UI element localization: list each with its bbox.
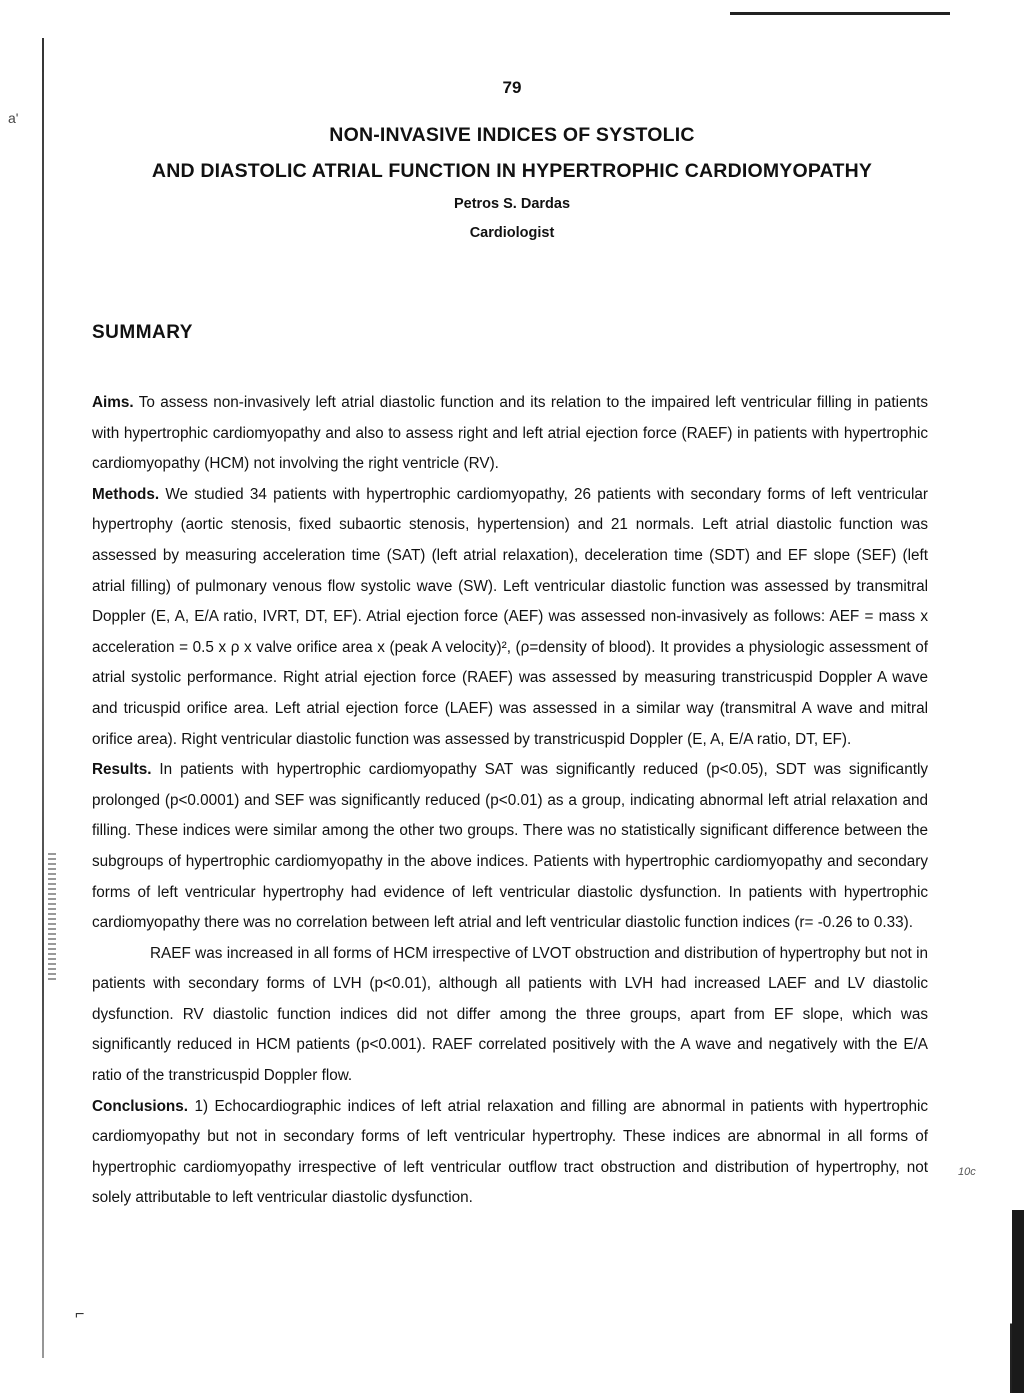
aims-label: Aims. bbox=[92, 394, 134, 411]
margin-tick: ⌐ bbox=[75, 1306, 85, 1323]
page-number: 79 bbox=[502, 78, 522, 97]
author-name: Petros S. Dardas bbox=[453, 196, 571, 212]
title-line-2: AND DIASTOLIC ATRIAL FUNCTION IN HYPERTROPHIC CARDIOMYOPATHY bbox=[151, 160, 873, 182]
methods-label: Methods. bbox=[92, 485, 160, 503]
title-line-1: NON-INVASIVE INDICES OF SYSTOLIC bbox=[329, 124, 695, 146]
conclusions-text: 1) Echocardiographic indices of left atrial relaxation and filling are abnormal in patients with hypertrophic cardiomyopathy but not in secondary forms of left ventricular hypertrophy. These indices are abnormal in all forms of hypertrophic cardiomyopathy irrespective of left ventricular outflow tract obstruction and distribution of hypertrophy, not solely attributable to left ventricular diastolic dysfunction. bbox=[92, 1097, 928, 1207]
aims-paragraph bbox=[92, 388, 928, 480]
margin-mark-left: a' bbox=[8, 110, 19, 126]
raef-paragraph: RAEF was increased in all forms of HCM irrespective of LVOT obstruction and distribution of hypertrophy but not in patients with secondary forms of LVH (p<0.01), although all patients with LVH had increased LAEF and LV diastolic dysfunction. RV diastolic function indices did not differ among the three groups, apart from EF slope, which was significantly reduced in HCM patients (p<0.001). RAEF correlated positively with the A wave and negatively with the E/A ratio of the transtricuspid Doppler flow. bbox=[92, 944, 928, 1085]
author-role: Cardiologist bbox=[469, 225, 555, 241]
methods-paragraph bbox=[92, 480, 928, 755]
summary-heading: SUMMARY bbox=[92, 322, 193, 343]
results-paragraph bbox=[92, 755, 928, 939]
margin-mark-right: 10c bbox=[958, 1166, 976, 1178]
conclusions-paragraph bbox=[92, 1092, 928, 1214]
conclusions-label: Conclusions. bbox=[92, 1097, 189, 1115]
summary-body bbox=[92, 388, 928, 1214]
scan-top-rule bbox=[730, 12, 950, 15]
results-text: In patients with hypertrophic cardiomyopathy SAT was significantly reduced (p<0.05), SDT was significantly prolonged (p<0.0001) and SEF was significantly reduced (p<0.01) as a group, indicating abnormal left atrial relaxation and filling. These indices were similar among the other two groups. There was no statistically significant difference between the subgroups of hypertrophic cardiomyopathy in the above indices. Patients with hypertrophic cardiomyopathy and secondary forms of left ventricular hypertrophy had evidence of left ventricular diastolic dysfunction. In patients with hypertrophic cardiomyopathy there was no correlation between left atrial and left ventricular diastolic function indices (r= -0.26 to 0.33). bbox=[92, 761, 928, 932]
aims-text: To assess non-invasively left atrial diastolic function and its relation to the impaired left ventricular filling in patients with hypertrophic cardiomyopathy and also to assess right and left atrial ejection force (RAEF) in patients with hypertrophic cardiomyopathy (HCM) not involving the right ventricle (RV). bbox=[92, 394, 928, 473]
scan-smudge bbox=[48, 850, 56, 980]
methods-text: We studied 34 patients with hypertrophic cardiomyopathy, 26 patients with secondary forms of left ventricular hypertrophy (aortic stenosis, fixed subaortic stenosis, hypertension) and 21 normals. Left atrial diastolic function was assessed by measuring acceleration time (SAT) (left atrial relaxation), deceleration time (SDT) and EF slope (SEF) (left atrial filling) of pulmonary venous flow systolic wave (SW). Left ventricular diastolic function was assessed by transmitral Doppler (E, A, E/A ratio, IVRT, DT, EF). Atrial ejection force (AEF) was assessed non-invasively as follows: AEF = mass x acceleration = 0.5 x ρ x valve orifice area x (peak A velocity)², (ρ=density of blood). It provides a physiologic assessment of atrial systolic performance. Right atrial ejection force (RAEF) was assessed by measuring transtricuspid Doppler A wave and tricuspid orifice area. Left atrial ejection force (LAEF) was assessed in a similar way (transmitral A wave and mitral orifice area). Right ventricular diastolic function was assessed by transtricuspid Doppler (E, A, E/A ratio, DT, EF). bbox=[92, 485, 928, 748]
results-label: Results. bbox=[92, 761, 152, 779]
